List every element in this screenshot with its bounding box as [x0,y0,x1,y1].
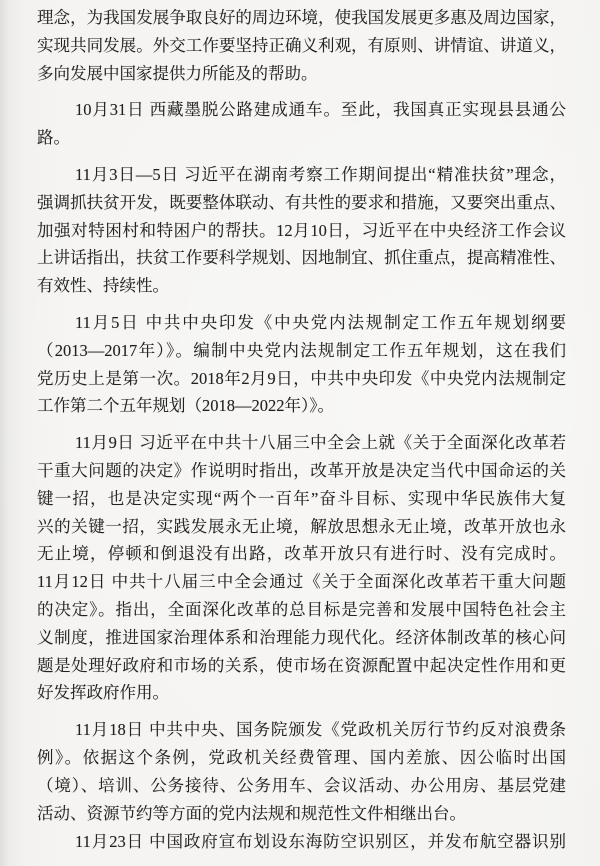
text-line: 兴的关键一招，实践发展永无止境，解放思想永无止境，改革开放也永 [37,516,566,536]
paragraph [37,828,566,856]
paragraph [37,96,566,152]
text-line: 干重大问题的决定》作说明时指出，改革开放是决定当代中国命运的关 [37,460,566,480]
text-line: 11月18日 中共中央、国务院颁发《党政机关厉行节约反对浪费条 [75,720,566,740]
text-line: 的决定》。指出，全面深化改革的总目标是完善和发展中国特色社会主 [37,599,566,619]
text-line: 11月5日 中共中央印发《中央党内法规制定工作五年规划纲要 [75,312,566,332]
text-line: 多向发展中国家提供力所能及的帮助。 [37,63,318,83]
text-line: 键一招，也是决定实现“两个一百年”奋斗目标、实现中华民族伟大复 [37,488,566,508]
text-line: 上讲话指出，扶贫工作要科学规划、因地制宜、抓住重点，提高精准性、 [37,248,566,268]
text-line: 无止境，停顿和倒退没有出路，改革开放只有进行时、没有完成时。 [37,544,566,564]
paragraph [37,716,566,827]
text-line: 11月9日 习近平在中共十八届三中全会上就《关于全面深化改革若 [75,433,566,453]
text-line: （2013—2017年）》。编制中央党内法规制定工作五年规划，这在我们 [37,340,566,360]
text-line: 理念，为我国发展争取良好的周边环境，使我国发展更多惠及周边国家， [37,8,566,27]
text-line: 活动、资源节约等方面的党内法规和规范性文件相继出台。 [37,803,466,823]
text-line: （境）、培训、公务接待、公务用车、会议活动、办公用房、基层党建 [37,775,566,795]
paragraph [37,161,566,300]
text-line: 工作第二个五年规划（2018—2022年）》。 [37,396,334,416]
text-line: 11月3日—5日 习近平在湖南考察工作期间提出“精准扶贫”理念， [75,164,566,184]
paragraph [37,429,566,707]
text-line: 题是处理好政府和市场的关系，使市场在资源配置中起决定性作用和更 [37,655,566,675]
paragraph [37,309,566,420]
text-line: 路。 [37,128,70,148]
text-line: 好发挥政府作用。 [37,683,169,703]
text-line: 11月12日 中共十八届三中全会通过《关于全面深化改革若干重大问题 [37,572,566,592]
text-line: 加强对特困村和特困户的帮扶。12月10日，习近平在中央经济工作会议 [37,220,566,240]
text-line: 有效性、持续性。 [37,276,169,296]
text-line: 例》。依据这个条例，党政机关经费管理、国内差旅、因公临时出国 [37,747,566,767]
paragraph [37,4,566,87]
text-line: 10月31日 西藏墨脱公路建成通车。至此，我国真正实现县县通公 [75,100,566,120]
text-line: 强调抓扶贫开发，既要整体联动、有共性的要求和措施，又要突出重点、 [37,192,566,212]
text-line: 实现共同发展。外交工作要坚持正确义利观，有原则、讲情谊、讲道义， [37,35,566,55]
text-line: 11月23日 中国政府宣布划设东海防空识别区，并发布航空器识别 [75,832,566,852]
text-line: 义制度，推进国家治理体系和治理能力现代化。经济体制改革的核心问 [37,627,566,647]
text-line: 党历史上是第一次。2018年2月9日，中共中央印发《中央党内法规制定 [37,368,566,388]
